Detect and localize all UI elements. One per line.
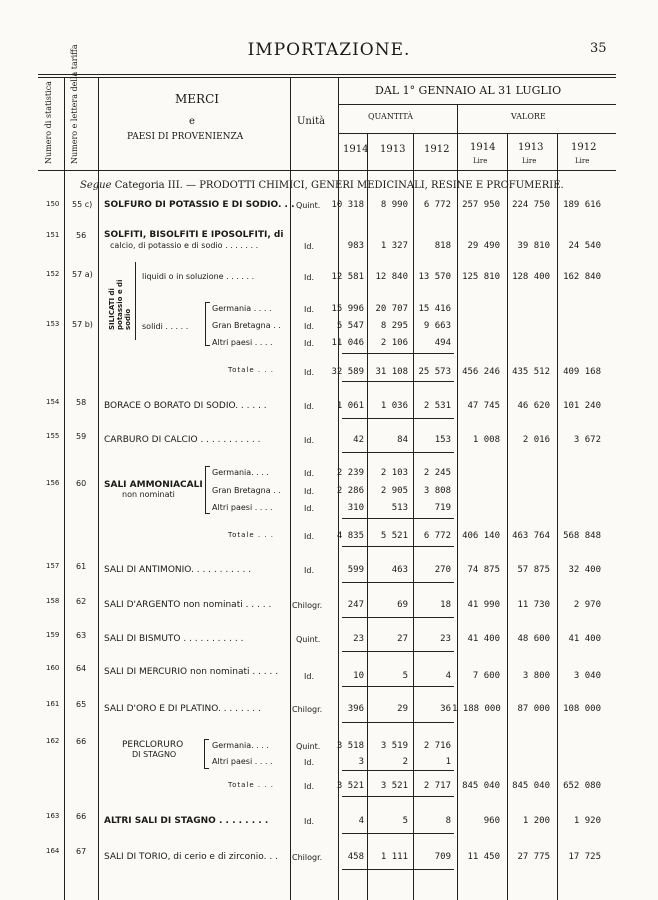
row-162-label-1: PERCLORURO: [122, 740, 184, 750]
row-159-v1913: 48 600: [517, 634, 550, 644]
lire-1912: Lire: [575, 157, 590, 165]
row-153-total-q1914: 32 589: [331, 367, 364, 377]
row-158-q1914: 247: [347, 600, 364, 610]
row-160-q1913: 5: [402, 671, 408, 681]
row-159-tariffa: 63: [76, 631, 87, 640]
row-151-q1912: 818: [434, 241, 451, 251]
row-160-tariffa: 64: [76, 664, 87, 673]
header-period: DAL 1° GENNAIO AL 31 LUGLIO: [375, 84, 562, 97]
row-157-q1913: 463: [391, 565, 408, 575]
lire-1913: Lire: [522, 157, 537, 165]
row-151-unit: Id.: [304, 242, 314, 251]
header-num-tariffa: Numero e lettera della tariffa: [70, 44, 79, 164]
row-153-q1912-2: 9 663: [423, 321, 451, 331]
row-152-q1912: 13 570: [418, 272, 451, 282]
row-162-q1912-2: 1: [445, 757, 451, 767]
row-160-rule: [342, 686, 454, 687]
row-153-total-q1912: 25 573: [418, 367, 451, 377]
row-164-v1912: 17 725: [568, 852, 601, 862]
row-159-q1914: 23: [353, 634, 364, 644]
row-156-unit-3: Id.: [304, 504, 314, 513]
row-154-q1913: 1 036: [380, 401, 408, 411]
row-158-tariffa: 62: [76, 597, 87, 606]
row-160-q1914: 10: [353, 671, 364, 681]
row-157-v1912: 32 400: [568, 565, 601, 575]
row-162-q1914-1: 3 518: [336, 741, 364, 751]
row-155-q1914: 42: [353, 435, 364, 445]
row-153-total-label: Totale . . .: [228, 366, 275, 374]
header-bottom-rule: [38, 170, 616, 171]
row-154-stat: 154: [46, 398, 60, 406]
row-161-q1912: 36: [440, 704, 451, 714]
row-152-v1914: 125 810: [462, 272, 500, 282]
category-segue: Segue: [80, 180, 112, 191]
row-164-label: SALI DI TORIO, di cerio e di zirconio. . .: [104, 852, 278, 862]
row-156-total-unit: Id.: [304, 532, 314, 541]
row-152-q1913: 12 840: [375, 272, 408, 282]
row-154-unit: Id.: [304, 402, 314, 411]
row-161-label: SALI D'ORO E DI PLATINO. . . . . . . .: [104, 704, 261, 714]
row-160-q1912: 4: [445, 671, 451, 681]
row-153-tariffa: 57 b): [72, 320, 93, 329]
year-q-1913: 1913: [380, 144, 406, 155]
row-154-v1914: 47 745: [467, 401, 500, 411]
row-163-rule: [342, 833, 454, 834]
row-150-v1913: 224 750: [512, 200, 550, 210]
row-162-label-2: DI STAGNO: [132, 750, 177, 759]
row-153-country-1: Germania . . . .: [212, 304, 272, 313]
row-162-tariffa: 66: [76, 737, 87, 746]
row-156-total-v1912: 568 848: [563, 531, 601, 541]
header-valore: VALORE: [511, 112, 546, 121]
row-157-q1914: 599: [347, 565, 364, 575]
row-153-q1913-3: 2 106: [380, 338, 408, 348]
row-153-q1914-2: 5 547: [336, 321, 364, 331]
row-162-total-q1914: 3 521: [336, 781, 364, 791]
header-e: e: [189, 116, 195, 127]
row-155-v1912: 3 672: [573, 435, 601, 445]
col-rule-1: [64, 77, 65, 900]
row-156-q1913-1: 2 103: [380, 468, 408, 478]
row-150-q1913: 8 990: [380, 200, 408, 210]
row-156-total-q1913: 5 521: [380, 531, 408, 541]
row-159-rule: [342, 651, 454, 652]
row-164-unit: Chilogr.: [292, 853, 323, 862]
row-153-subtotal-rule: [342, 353, 454, 354]
row-152-v1913: 128 400: [512, 272, 550, 282]
page-title: IMPORTAZIONE.: [247, 40, 411, 60]
row-161-rule: [342, 722, 454, 723]
row-150-q1912: 6 772: [423, 200, 451, 210]
row-157-v1914: 74 875: [467, 565, 500, 575]
row-158-rule: [342, 617, 454, 618]
row-163-unit: Id.: [304, 817, 314, 826]
row-156-country-2: Gran Bretagna . .: [212, 486, 281, 495]
year-q-1912: 1912: [424, 144, 450, 155]
row-154-label: BORACE O BORATO DI SODIO. . . . . .: [104, 401, 267, 411]
row-162-total-label: Totale . . .: [228, 781, 275, 789]
row-164-stat: 164: [46, 847, 60, 855]
row-156-q1913-2: 2 905: [380, 486, 408, 496]
row-152-q1914: 12 581: [331, 272, 364, 282]
period-rule: [338, 104, 616, 105]
row-162-country-1: Germania. . . .: [212, 741, 269, 750]
row-156-subtotal-rule: [342, 518, 454, 519]
row-156-label-1: SALI AMMONIACALI: [104, 480, 203, 490]
row-155-q1912: 153: [434, 435, 451, 445]
row-164-rule: [342, 869, 454, 870]
row-162-stat: 162: [46, 737, 60, 745]
header-merci: MERCI: [175, 92, 220, 106]
row-156-total-q1914: 4 835: [336, 531, 364, 541]
row-150-q1914: 10 318: [331, 200, 364, 210]
row-157-tariffa: 61: [76, 562, 87, 571]
year-v-1914: 1914: [470, 142, 496, 153]
row-160-label: SALI DI MERCURIO non nominati . . . . .: [104, 667, 279, 677]
row-156-total-v1913: 463 764: [512, 531, 550, 541]
row-151-label-1: SOLFITI, BISOLFITI E IPOSOLFITI, di: [104, 230, 284, 240]
row-153-total-unit: Id.: [304, 368, 314, 377]
row-162-unit-1: Quint.: [296, 742, 321, 751]
row-158-v1912: 2 970: [573, 600, 601, 610]
row-153-total-rule: [342, 381, 454, 382]
page-number: 35: [590, 41, 607, 56]
row-153-q1913-2: 8 295: [380, 321, 408, 331]
row-163-v1913: 1 200: [522, 816, 550, 826]
row-159-v1912: 41 400: [568, 634, 601, 644]
row-164-q1912: 709: [434, 852, 451, 862]
row-160-unit: Id.: [304, 672, 314, 681]
row-157-label: SALI DI ANTIMONIO. . . . . . . . . . .: [104, 565, 252, 575]
row-162-q1913-1: 3 519: [380, 741, 408, 751]
row-161-v1913: 87 000: [517, 704, 550, 714]
row-152-tariffa: 57 a): [72, 270, 93, 279]
row-153-country-2: Gran Bretagna . .: [212, 321, 281, 330]
row-162-unit-2: Id.: [304, 758, 314, 767]
row-151-q1913: 1 327: [380, 241, 408, 251]
row-158-v1913: 11 730: [517, 600, 550, 610]
row-153-q1912-3: 494: [434, 338, 451, 348]
year-q-1914: 1914: [343, 144, 369, 155]
row-162-total-q1912: 2 717: [423, 781, 451, 791]
row-157-v1913: 57 875: [517, 565, 550, 575]
row-153-solidi: solidi . . . . .: [142, 322, 189, 331]
row-158-q1913: 69: [397, 600, 408, 610]
category-heading: [80, 180, 564, 191]
row-153-q1912-1: 15 416: [418, 304, 451, 314]
row-153-unit-2: Id.: [304, 322, 314, 331]
row-157-q1912: 270: [434, 565, 451, 575]
row-159-q1913: 27: [397, 634, 408, 644]
row-159-unit: Quint.: [296, 635, 321, 644]
row-153-q1914-3: 11 046: [331, 338, 364, 348]
row-163-q1913: 5: [402, 816, 408, 826]
header-quantita: QUANTITÀ: [368, 112, 414, 121]
row-162-q1912-1: 2 716: [423, 741, 451, 751]
row-156-q1913-3: 513: [391, 503, 408, 513]
years-rule: [338, 133, 616, 134]
row-161-v1912: 108 000: [563, 704, 601, 714]
row-161-q1914: 396: [347, 704, 364, 714]
row-161-stat: 161: [46, 700, 60, 708]
row-161-unit: Chilogr.: [292, 705, 323, 714]
row-156-q1912-2: 3 808: [423, 486, 451, 496]
row-155-q1913: 84: [397, 435, 408, 445]
row-164-v1913: 27 775: [517, 852, 550, 862]
row-162-country-2: Altri paesi . . . .: [212, 757, 273, 766]
row-153-q1913-1: 20 707: [375, 304, 408, 314]
row-160-v1912: 3 040: [573, 671, 601, 681]
row-154-v1913: 46 620: [517, 401, 550, 411]
row-151-v1913: 39 810: [517, 241, 550, 251]
row-163-label: ALTRI SALI DI STAGNO . . . . . . . .: [104, 816, 269, 826]
row-159-label: SALI DI BISMUTO . . . . . . . . . . .: [104, 634, 244, 644]
col-rule-2: [98, 77, 99, 900]
row-161-v1914: 1 188 000: [452, 704, 501, 714]
row-154-v1912: 101 240: [563, 401, 601, 411]
year-v-1912: 1912: [571, 142, 597, 153]
row-156-q1914-3: 310: [347, 503, 364, 513]
row-154-tariffa: 58: [76, 398, 87, 407]
row-160-v1914: 7 600: [472, 671, 500, 681]
header-num-statistica: Numero di statistica: [44, 81, 53, 164]
row-154-q1914: 1 061: [336, 401, 364, 411]
row-158-q1912: 18: [440, 600, 451, 610]
row-153-total-v1914: 456 246: [462, 367, 500, 377]
row-162-total-v1914: 845 040: [462, 781, 500, 791]
row-155-unit: Id.: [304, 436, 314, 445]
row-154-rule: [342, 418, 454, 419]
row-154-q1912: 2 531: [423, 401, 451, 411]
row-157-stat: 157: [46, 562, 60, 570]
row-155-v1914: 1 008: [472, 435, 500, 445]
row-162-total-v1912: 652 080: [563, 781, 601, 791]
row-153-total-v1912: 409 168: [563, 367, 601, 377]
row-160-stat: 160: [46, 664, 60, 672]
row-150-stat: 150: [46, 200, 60, 208]
row-163-tariffa: 66: [76, 812, 87, 821]
row-150-unit: Quint.: [296, 201, 321, 210]
row-164-tariffa: 67: [76, 847, 87, 856]
row-162-subtotal-rule: [342, 770, 454, 771]
row-153-unit-1: Id.: [304, 305, 314, 314]
row-151-label-2: calcio, di potassio e di sodio . . . . . . .: [110, 241, 259, 250]
table-top-rule-2: [38, 77, 616, 78]
row-157-rule: [342, 582, 454, 583]
row-163-v1914: 960: [483, 816, 500, 826]
row-155-tariffa: 59: [76, 432, 87, 441]
row-155-label: CARBURO DI CALCIO . . . . . . . . . . .: [104, 435, 261, 445]
row-162-total-unit: Id.: [304, 782, 314, 791]
row-157-unit: Id.: [304, 566, 314, 575]
row-151-v1912: 24 540: [568, 241, 601, 251]
row-150-label: SOLFURO DI POTASSIO E DI SODIO. . .: [104, 200, 295, 210]
year-v-1913: 1913: [518, 142, 544, 153]
row-151-tariffa: 56: [76, 231, 87, 240]
row-163-q1914: 4: [358, 816, 364, 826]
row-152-unit: Id.: [304, 273, 314, 282]
row-155-v1913: 2 016: [522, 435, 550, 445]
row-155-stat: 155: [46, 432, 60, 440]
row-156-total-q1912: 6 772: [423, 531, 451, 541]
row-153-total-v1913: 435 512: [512, 367, 550, 377]
header-paesi: PAESI DI PROVENIENZA: [127, 132, 244, 142]
row-156-unit-1: Id.: [304, 469, 314, 478]
row-156-total-rule: [342, 546, 454, 547]
row-164-q1914: 458: [347, 852, 364, 862]
row-150-tariffa: 55 c): [72, 200, 93, 209]
row-162-brace: [204, 739, 209, 769]
row-163-q1912: 8: [445, 816, 451, 826]
row-161-q1913: 29: [397, 704, 408, 714]
row-162-q1913-2: 2: [402, 757, 408, 767]
row-150-v1914: 257 950: [462, 200, 500, 210]
header-unita: Unità: [297, 116, 326, 127]
silicati-label: SILICATI di potassio e di sodio: [108, 279, 132, 330]
row-153-country-3: Altri paesi . . . .: [212, 338, 273, 347]
row-159-v1914: 41 400: [467, 634, 500, 644]
row-156-q1912-1: 2 245: [423, 468, 451, 478]
row-158-label: SALI D'ARGENTO non nominati . . . . .: [104, 600, 272, 610]
row-161-tariffa: 65: [76, 700, 87, 709]
row-156-country-1: Germania. . . .: [212, 468, 269, 477]
row-151-q1914: 983: [347, 241, 364, 251]
row-150-v1912: 189 616: [563, 200, 601, 210]
row-164-v1914: 11 450: [467, 852, 500, 862]
row-156-q1912-3: 719: [434, 503, 451, 513]
row-162-total-rule: [342, 796, 454, 797]
row-159-stat: 159: [46, 631, 60, 639]
category-text: Categoria III. — PRODOTTI CHIMICI, GENERI MEDICINALI, RESINE E PROFUMERIE.: [114, 180, 564, 191]
row-158-unit: Chilogr.: [292, 601, 323, 610]
row-158-v1914: 41 990: [467, 600, 500, 610]
row-151-stat: 151: [46, 231, 60, 239]
row-159-q1912: 23: [440, 634, 451, 644]
lire-1914: Lire: [473, 157, 488, 165]
row-156-q1914-2: 2 286: [336, 486, 364, 496]
row-160-v1913: 3 800: [522, 671, 550, 681]
row-164-q1913: 1 111: [380, 852, 408, 862]
row-156-q1914-1: 2 239: [336, 468, 364, 478]
row-153-q1914-1: 15 996: [331, 304, 364, 314]
row-152-stat: 152: [46, 270, 60, 278]
row-156-total-v1914: 406 140: [462, 531, 500, 541]
row-153-unit-3: Id.: [304, 339, 314, 348]
row-162-total-q1913: 3 521: [380, 781, 408, 791]
row-158-stat: 158: [46, 597, 60, 605]
row-151-v1914: 29 490: [467, 241, 500, 251]
row-156-stat: 156: [46, 479, 60, 487]
row-156-country-3: Altri paesi . . . .: [212, 503, 273, 512]
row-162-total-v1913: 845 040: [512, 781, 550, 791]
row-152-v1912: 162 840: [563, 272, 601, 282]
row-153-total-q1913: 31 108: [375, 367, 408, 377]
row-156-label-2: non nominati: [122, 490, 175, 499]
row-156-total-label: Totale . . .: [228, 531, 275, 539]
row-162-q1914-2: 3: [358, 757, 364, 767]
row-155-rule: [342, 452, 454, 453]
row-156-unit-2: Id.: [304, 487, 314, 496]
row-153-brace: [205, 302, 210, 346]
row-156-brace: [205, 466, 210, 514]
row-163-stat: 163: [46, 812, 60, 820]
row-153-stat: 153: [46, 320, 60, 328]
table-top-rule: [38, 74, 616, 75]
row-156-tariffa: 60: [76, 479, 87, 488]
silicati-brace: [135, 262, 138, 340]
row-163-v1912: 1 920: [573, 816, 601, 826]
row-152-label: liquidi o in soluzione . . . . . .: [142, 272, 255, 281]
